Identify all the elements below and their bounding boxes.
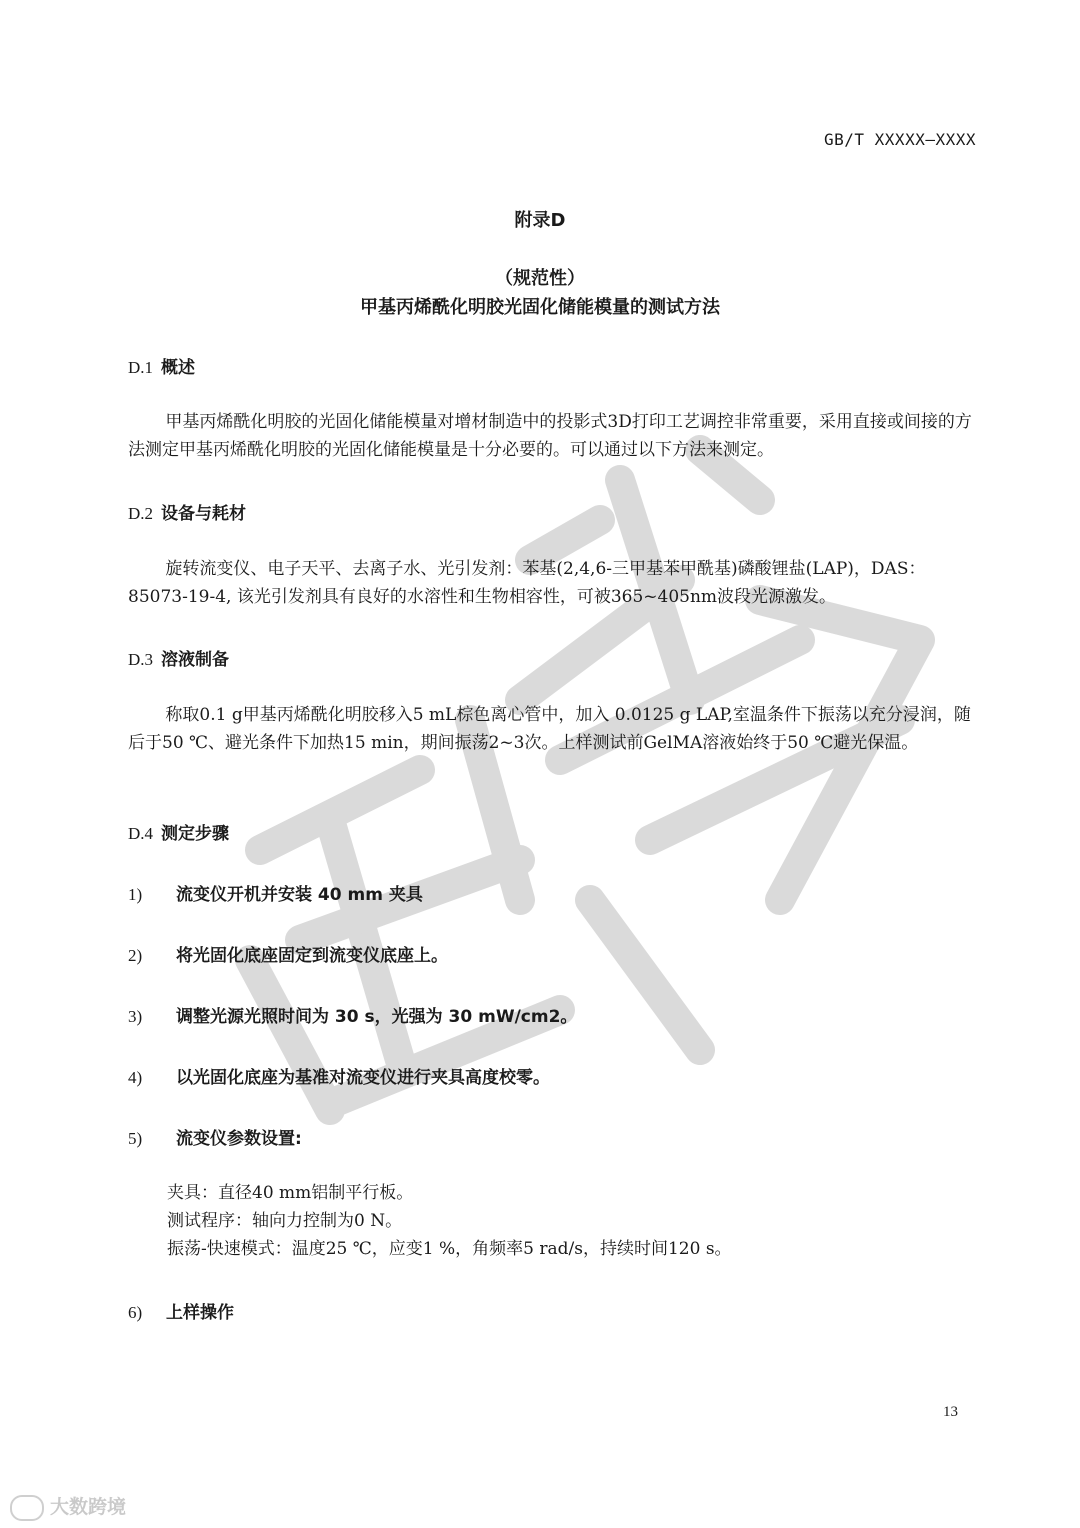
- parameter-line: 夹具：直径40 mm铝制平行板。: [167, 1183, 414, 1203]
- step-text: 上样操作: [166, 1303, 234, 1323]
- appendix-label: 附录D: [514, 210, 566, 231]
- step-item: [128, 1063, 550, 1088]
- section-number: D.3: [128, 650, 154, 669]
- section-paragraph-d2: [128, 555, 978, 611]
- section-number: D.4: [128, 824, 154, 843]
- normative-label: （规范性）: [495, 268, 585, 289]
- page-number: 13: [943, 1404, 958, 1420]
- logo-icon: [10, 1495, 44, 1521]
- parameter-line: 测试程序：轴向力控制为0 N。: [167, 1211, 403, 1231]
- section-title: 设备与耗材: [161, 504, 247, 524]
- step-number: 6): [128, 1303, 143, 1322]
- section-number: D.1: [128, 358, 154, 377]
- standard-number: GB/T XXXXX—XXXX: [824, 130, 976, 149]
- paragraph-text: 旋转流变仪、电子天平、去离子水、光引发剂：苯基(2,4,6-三甲基苯甲酰基)磷酸锂盐(LAP)，DAS：85073-19-4, 该光引发剂具有良好的水溶性和生物相容性，可被365~405nm波段光源激发。: [128, 559, 926, 607]
- step-item: [128, 941, 448, 966]
- step-number: 2): [128, 946, 143, 965]
- section-heading-d3: [128, 645, 229, 670]
- step-text: 流变仪开机并安装 40 mm 夹具: [176, 885, 423, 905]
- parameter-list: [167, 1179, 732, 1263]
- paragraph-text: 称取0.1 g甲基丙烯酰化明胶移入5 mL棕色离心管中，加入 0.0125 g LAP,室温条件下振荡以充分浸润，随后于50 ℃、避光条件下加热15 min，期间振荡2~3次。上样测试前GelMA溶液始终于50 ℃避光保温。: [128, 705, 971, 753]
- step-text: 流变仪参数设置:: [176, 1129, 302, 1149]
- section-title: 溶液制备: [161, 650, 230, 670]
- step-number: 5): [128, 1129, 143, 1148]
- step-item: [128, 1298, 234, 1323]
- section-heading-d4: [128, 819, 229, 844]
- step-text: 以光固化底座为基准对流变仪进行夹具高度校零。: [176, 1068, 550, 1088]
- step-item: [128, 1124, 302, 1149]
- step-text: 将光固化底座固定到流变仪底座上。: [176, 946, 448, 966]
- section-number: D.2: [128, 504, 154, 523]
- paragraph-text: 甲基丙烯酰化明胶的光固化储能模量对增材制造中的投影式3D打印工艺调控非常重要，采用直接或间接的方法测定甲基丙烯酰化明胶的光固化储能模量是十分必要的。可以通过以下方法来测定。: [128, 412, 972, 460]
- section-title: 概述: [161, 358, 196, 378]
- step-item: [128, 880, 423, 905]
- section-title: 测定步骤: [161, 824, 230, 844]
- site-logo: [10, 1492, 126, 1521]
- step-number: 4): [128, 1068, 143, 1087]
- logo-text: 大数跨境: [50, 1496, 127, 1518]
- section-paragraph-d1: [128, 408, 978, 464]
- section-paragraph-d3: [128, 701, 978, 757]
- step-item: [128, 1002, 577, 1027]
- appendix-title: 甲基丙烯酰化明胶光固化储能模量的测试方法: [360, 297, 720, 318]
- step-number: 3): [128, 1007, 143, 1026]
- parameter-line: 振荡-快速模式：温度25 ℃，应变1 %，角频率5 rad/s，持续时间120 s。: [167, 1239, 732, 1259]
- section-heading-d1: [128, 353, 195, 378]
- section-heading-d2: [128, 499, 246, 524]
- step-number: 1): [128, 885, 143, 904]
- step-text: 调整光源光照时间为 30 s，光强为 30 mW/cm2。: [176, 1007, 578, 1027]
